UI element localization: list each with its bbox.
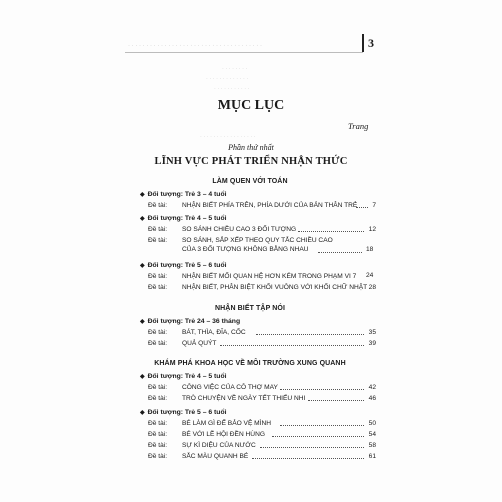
toc-entry[interactable]: Đề tài: BÉ LÀM GÌ ĐỂ BẢO VỆ MÌNH 50 (148, 420, 376, 427)
part-title: LĨNH VỰC PHÁT TRIỂN NHẬN THỨC (154, 156, 348, 167)
toc-entry[interactable]: Đề tài: NHẬN BIẾT, PHÂN BIỆT KHỐI VUÔNG VỚI KHỐI CHỮ NHẬT 28 (148, 284, 376, 291)
bleed-through-line: · · · · · · · · (222, 66, 248, 72)
bleed-through-line: · · · · · · · · · · · (214, 86, 250, 92)
toc-entry[interactable]: Đề tài: BÉ VỚI LỄ HỘI ĐỀN HÙNG 54 (148, 431, 376, 438)
toc-entry[interactable]: Đề tài: BÁT, THÌA, ĐĨA, CỐC 35 (148, 329, 376, 336)
diamond-bullet-icon: ◆ (140, 216, 145, 222)
target-group-heading: ◆ Đối tượng: Trẻ 5 – 6 tuổi (140, 409, 227, 416)
diamond-bullet-icon: ◆ (140, 192, 145, 198)
target-group-heading: ◆ Đối tượng: Trẻ 4 – 5 tuổi (140, 373, 227, 380)
diamond-bullet-icon: ◆ (140, 319, 145, 325)
diamond-bullet-icon: ◆ (140, 410, 145, 416)
toc-entry[interactable]: Đề tài: TRÒ CHUYỆN VỀ NGÀY TẾT THIẾU NHI 46 (148, 395, 376, 402)
toc-entry[interactable]: Đề tài: SẮC MÀU QUANH BÉ 61 (148, 453, 376, 460)
toc-title: MỤC LỤC (217, 98, 285, 113)
bleed-through-line: · · · · · · · · · · · · · · · · · (200, 134, 256, 140)
diamond-bullet-icon: ◆ (140, 263, 145, 269)
bleed-through-line: · · · · · · · · · · · · · (206, 76, 249, 82)
section-title: NHẬN BIẾT TẬP NÓI (214, 305, 286, 312)
toc-entry-continuation: CỦA 3 ĐỐI TƯỢNG KHÔNG BẰNG NHAU (182, 246, 309, 253)
page-ref: 18 (366, 246, 374, 253)
target-group-heading: ◆ Đối tượng: Trẻ 3 – 4 tuổi (140, 191, 227, 198)
target-group-heading: ◆ Đối tượng: Trẻ 5 – 6 tuổi (140, 262, 227, 269)
toc-entry[interactable]: Đề tài: SO SÁNH CHIỀU CAO 3 ĐỐI TƯỢNG 12 (148, 226, 376, 233)
section-title: LÀM QUEN VỚI TOÁN (212, 178, 288, 185)
toc-entry[interactable]: Đề tài: SO SÁNH, SẮP XẾP THEO QUY TẮC CHIỀU CAO (148, 237, 333, 244)
header-rule (125, 52, 363, 53)
page-column-label: Trang (348, 121, 369, 131)
toc-entry[interactable]: Đề tài: NHẬN BIẾT PHÍA TRÊN, PHÍA DƯỚI CỦA BẢN THÂN TRẺ 7 (148, 202, 376, 209)
target-group-heading: ◆ Đối tượng: Trẻ 4 – 5 tuổi (140, 215, 227, 222)
target-group-heading: ◆ Đối tượng: Trẻ 24 – 36 tháng (140, 318, 241, 325)
diamond-bullet-icon: ◆ (140, 374, 145, 380)
part-label: Phần thứ nhất (228, 143, 274, 152)
page-ref: 24 (366, 272, 374, 279)
toc-entry[interactable]: Đề tài: SỰ KÌ DIỆU CỦA NƯỚC 58 (148, 442, 376, 449)
section-title: KHÁM PHÁ KHOA HỌC VỀ MÔI TRƯỜNG XUNG QUANH (154, 360, 346, 367)
toc-entry[interactable]: Đề tài: QUẢ QUÝT 39 (148, 340, 376, 347)
bleed-through-header: · · · · · · · · · · · · · · · · · · · · · · · · · · · · · · · · · · · · · (128, 43, 262, 49)
toc-entry[interactable]: Đề tài: CÔNG VIỆC CỦA CÔ THỢ MAY 42 (148, 384, 376, 391)
page-number: 3 (362, 34, 374, 52)
leader-dots (318, 252, 362, 253)
toc-entry[interactable]: Đề tài: NHẬN BIẾT MỐI QUAN HỆ HƠN KÉM TRONG PHẠM VI 7 (148, 273, 357, 280)
